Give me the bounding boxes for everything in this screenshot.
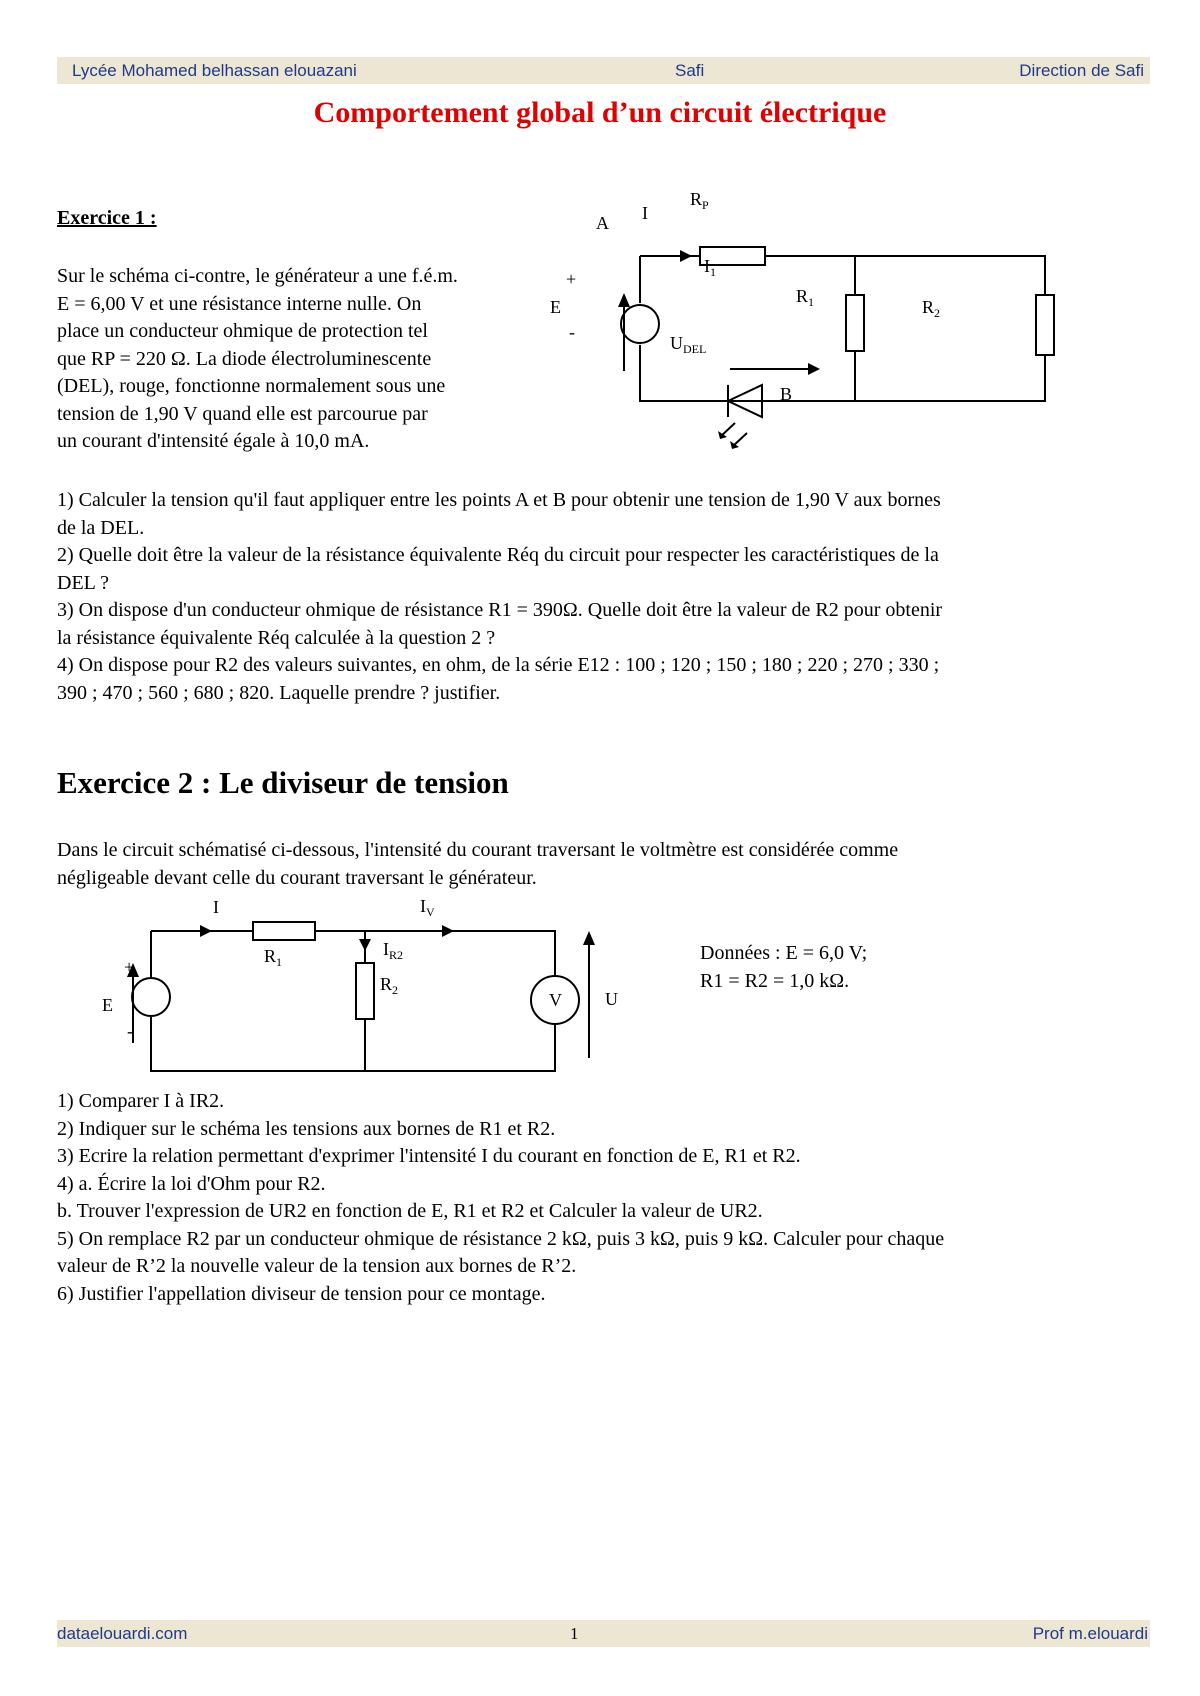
- ex1-intro-line: un courant d'intensité égale à 10,0 mA.: [57, 430, 370, 452]
- ex1-intro-line: E = 6,00 V et une résistance interne nulle. On: [57, 292, 422, 315]
- ex1-heading: Exercice 1 :: [57, 207, 157, 229]
- label-i1: $I_1$: [704, 256, 716, 279]
- ex2-question-line: 5) On remplace R2 par un conducteur ohmique de résistance 2 kΩ, puis 3 kΩ, puis 9 kΩ. Calculer pour chaque: [57, 1227, 945, 1250]
- arrow-ir2-head: [359, 939, 371, 951]
- label-b: B: [780, 384, 793, 404]
- ex2-question-line: 2) Indiquer sur le schéma les tensions aux bornes de R1 et R2.: [57, 1117, 556, 1140]
- ex2-intro: [57, 837, 898, 892]
- ex1-question-line: 390 ; 470 ; 560 ; 680 ; 820. Laquelle prendre ? justifier.: [57, 681, 501, 704]
- ex2-question-line: b. Trouver l'expression de UR2 en fonction de E, R1 et R2 et Calculer la valeur de UR2.: [57, 1200, 763, 1222]
- label-v: V: [549, 990, 562, 1010]
- ex1-intro-line: tension de 1,90 V quand elle est parcourue par: [57, 402, 428, 425]
- arrow-i-head: [680, 250, 692, 262]
- ex1-question-line: 3) On dispose d'un conducteur ohmique de résistance R1 = 390Ω. Quelle doit être la valeur de R2 pour obtenir: [57, 599, 943, 621]
- label-udel: $U_{DEL}$: [670, 333, 707, 356]
- ex2-heading: Exercice 2 : Le diviseur de tension: [57, 765, 509, 800]
- label-plus-2: +: [124, 957, 135, 977]
- ex1-circuit-diagram: [550, 189, 1060, 460]
- resistor-r1: [846, 295, 864, 351]
- label-r1: $R_1$: [796, 286, 815, 309]
- label-plus: +: [566, 269, 577, 289]
- ex2-question-line: 1) Comparer I à IR2.: [57, 1090, 225, 1112]
- label-minus-2: -: [127, 1021, 133, 1041]
- ex1-question-line: 1) Calculer la tension qu'il faut appliquer entre les points A et B pour obtenir une tension de 1,90 V aux bornes: [57, 489, 941, 511]
- ex2-circuit-diagram: [100, 895, 640, 1080]
- ex1-intro-line: que RP = 220 Ω. La diode électroluminescente: [57, 347, 432, 370]
- ex1-questions: [57, 487, 942, 707]
- ex1-intro-line: (DEL), rouge, fonctionne normalement sous une: [57, 375, 446, 397]
- generator-e-2: [132, 978, 170, 1016]
- ex2-donnees: [700, 940, 867, 995]
- ex2-question-line: 3) Ecrire la relation permettant d'exprimer l'intensité I du courant en fonction de E, R1 et R2.: [57, 1145, 801, 1167]
- donnees-line: Données : E = 6,0 V;: [700, 942, 868, 964]
- footer-website[interactable]: dataelouardi.com: [57, 1623, 188, 1643]
- page-header: [57, 57, 1150, 84]
- label-ir2: $I_{R2}$: [383, 939, 404, 962]
- resistor-r1-2: [253, 922, 315, 940]
- wire-loop: [640, 256, 1045, 401]
- label-i-2: I: [213, 897, 219, 917]
- label-i: I: [642, 203, 648, 223]
- label-iv: $I_V$: [420, 896, 435, 919]
- ex2-intro-line: négligeable devant celle du courant traversant le générateur.: [57, 866, 537, 889]
- resistor-r2-2: [356, 963, 374, 1019]
- ex1-question-line: 4) On dispose pour R2 des valeurs suivantes, en ohm, de la série E12 : 100 ; 120 ; 150 ; 180 ; 220 ; 270 ; 330 ;: [57, 654, 940, 676]
- arrow-e-head: [618, 293, 630, 307]
- ex2-question-line: 4) a. Écrire la loi d'Ohm pour R2.: [57, 1172, 326, 1195]
- ex2-question-line: 6) Justifier l'appellation diviseur de tension pour ce montage.: [57, 1282, 546, 1305]
- footer-author: Prof m.elouardi: [1032, 1623, 1148, 1643]
- label-e-2: E: [102, 995, 113, 1015]
- ex1-question-line: 2) Quelle doit être la valeur de la résistance équivalente Réq du circuit pour respecter les caractéristiques de la: [57, 544, 939, 566]
- header-direction: Direction de Safi: [1019, 60, 1144, 80]
- ex1-intro: [57, 263, 458, 456]
- arrow-i-head-2: [200, 925, 212, 937]
- page-footer: [57, 1620, 1150, 1647]
- ex1-question-line: la résistance équivalente Réq calculée à la question 2 ?: [57, 626, 496, 649]
- donnees-line: R1 = R2 = 1,0 kΩ.: [700, 969, 850, 992]
- ex2-question-line: valeur de R’2 la nouvelle valeur de la tension aux bornes de R’2.: [57, 1255, 577, 1277]
- ex1-question-line: DEL ?: [57, 571, 110, 594]
- arrow-u-head: [583, 931, 595, 945]
- label-minus: -: [569, 322, 575, 342]
- label-rp: $R_P$: [690, 189, 709, 212]
- ex1-intro-line: place un conducteur ohmique de protection tel: [57, 320, 428, 342]
- arrow-iv-head: [442, 925, 454, 937]
- header-school: Lycée Mohamed belhassan elouazani: [72, 60, 357, 80]
- arrow-udel-head: [808, 363, 820, 375]
- light-ray-heads: [718, 431, 739, 449]
- page-number: 1: [570, 1623, 579, 1643]
- generator-e: [621, 305, 659, 343]
- ex2-intro-line: Dans le circuit schématisé ci-dessous, l'intensité du courant traversant le voltmètre est considérée comme: [57, 839, 899, 861]
- ex1-intro-line: Sur le schéma ci-contre, le générateur a une f.é.m.: [57, 265, 458, 287]
- resistor-r2: [1036, 295, 1054, 355]
- label-r1-2: $R_1$: [264, 946, 283, 969]
- ex1-question-line: de la DEL.: [57, 516, 145, 539]
- wire-loop-2: [151, 931, 555, 1071]
- label-r2: $R_2$: [922, 297, 941, 320]
- label-u: U: [605, 989, 618, 1009]
- label-r2-2: $R_2$: [380, 974, 399, 997]
- page-title: Comportement global d’un circuit électrique: [313, 96, 887, 129]
- label-a: A: [596, 213, 609, 233]
- label-e: E: [550, 297, 561, 317]
- header-city: Safi: [675, 60, 705, 80]
- ex2-questions: [57, 1088, 944, 1308]
